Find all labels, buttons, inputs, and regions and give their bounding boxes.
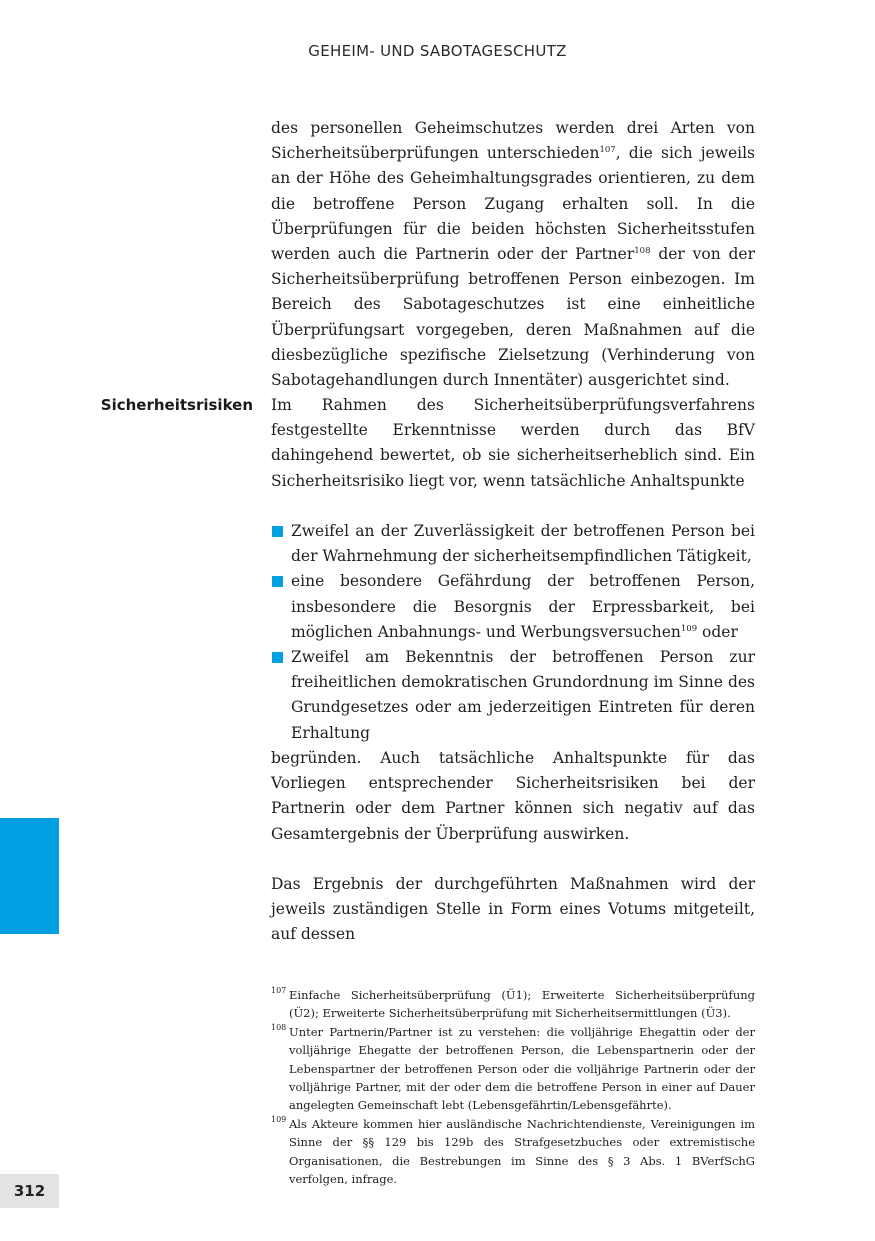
footnote-107: [271, 986, 755, 1023]
paragraph-text: , die sich jeweils an der Höhe des Geheimhaltungsgrades orientieren, zu dem die betroffene Person Zugang erhalten soll. In die Überprüfungen für die beiden höchsten Sicherheitsstufen werden auch die Partnerin oder der Partner: [271, 144, 755, 264]
paragraph-result: Das Ergebnis der durchgeführten Maßnahmen wird der jeweils zuständigen Stelle in Form eines Votums mitgeteilt, auf dessen: [271, 875, 755, 944]
square-bullet-icon: [272, 652, 283, 663]
footnote-ref-108[interactable]: 108: [634, 245, 651, 256]
footnotes: [271, 986, 755, 1188]
list-item: [271, 569, 755, 645]
page-number: 312: [13, 1182, 46, 1200]
paragraph-text: des personellen Geheimschutzes werden drei Arten von Sicherheitsüberprüfungen unterschieden: [271, 119, 755, 163]
footnote-ref-109[interactable]: 109: [680, 623, 698, 634]
paragraph-text: der von der Sicherheitsüberprüfung betroffenen Person einbezogen. Im Bereich des Sabotageschutzes ist eine einheitliche Überprüfungsart vorgegeben, deren Maßnahmen auf die diesbezügliche spezifische Zielsetzung (Verhinderung von Sabotagehandlungen durch Innentäter) ausgerichtet sind.: [271, 245, 755, 390]
square-bullet-icon: [272, 526, 283, 537]
footnote-number: 108: [271, 1022, 287, 1032]
footnote-text: Einfache Sicherheitsüberprüfung (Ü1); Erweiterte Sicherheitsüberprüfung (Ü2); Erweiterte Sicherheitsüberprüfung mit Sicherheitsermittlungen (Ü3).: [289, 988, 755, 1021]
square-bullet-icon: [272, 576, 283, 587]
footnote-108: [271, 1023, 755, 1115]
footnote-text: Unter Partnerin/Partner ist zu verstehen: die volljährige Ehegattin oder der volljährige Ehegatte der betroffenen Person, die Lebenspartnerin oder der Lebenspartner der betroffenen Person oder die volljährige Partnerin oder der volljährige Partner, mit der oder dem die betroffene Person in einer auf Dauer angelegten Gemeinschaft lebt (Lebensgefährtin/Lebensgefährte).: [289, 1024, 755, 1113]
list-item: [271, 519, 755, 569]
footnote-text: Als Akteure kommen hier ausländische Nachrichtendienste, Vereinigungen im Sinne der §§ 129 bis 129b des Strafgesetzbuches oder extremistische Organisationen, die Bestrebungen im Sinne des § 3 Abs. 1 BVerfSchG verfolgen, infrage.: [289, 1116, 755, 1187]
paragraph-intro: Im Rahmen des Sicherheitsüberprüfungsverfahrens festgestellte Erkenntnisse werden durch das BfV dahingehend bewertet, ob sie sicherheitserheblich sind. Ein Sicherheitsrisiko liegt vor, wenn tatsächliche Anhaltspunkte: [271, 396, 755, 490]
footnote-number: 107: [271, 986, 287, 995]
chapter-color-tab: [0, 818, 59, 934]
footnote-109: [271, 1115, 755, 1189]
margin-heading-security-risks: Sicherheitsrisiken: [100, 396, 253, 414]
footnote-number: 109: [271, 1114, 287, 1124]
paragraph-conclusion: begründen. Auch tatsächliche Anhaltspunkte für das Vorliegen entsprechender Sicherheitsrisiken bei der Partnerin oder dem Partner können sich negativ auf das Gesamtergebnis der Überprüfung auswirken.: [271, 749, 755, 843]
list-item: [271, 645, 755, 746]
paragraph-personnel-protection: [271, 116, 755, 393]
list-item-text: Zweifel an der Zuverlässigkeit der betroffenen Person bei der Wahrnehmung der sicherheitsempfindlichen Tätigkeit,: [291, 522, 755, 566]
risk-list: [271, 519, 755, 746]
footnote-ref-107[interactable]: 107: [599, 145, 616, 156]
page-number-box: [0, 1174, 59, 1208]
list-item-text: Zweifel am Bekenntnis der betroffenen Person zur freiheitlichen demokratischen Grundordnung im Sinne des Grundgesetzes oder am jederzeitigen Eintreten für deren Erhaltung: [291, 648, 755, 742]
running-header: GEHEIM- UND SABOTAGESCHUTZ: [308, 42, 567, 60]
list-item-text: oder: [697, 622, 738, 641]
list-item-text: eine besondere Gefährdung der betroffenen Person, insbesondere die Besorgnis der Erpressbarkeit, bei möglichen Anbahnungs- und Werbungsversuchen: [291, 572, 755, 641]
